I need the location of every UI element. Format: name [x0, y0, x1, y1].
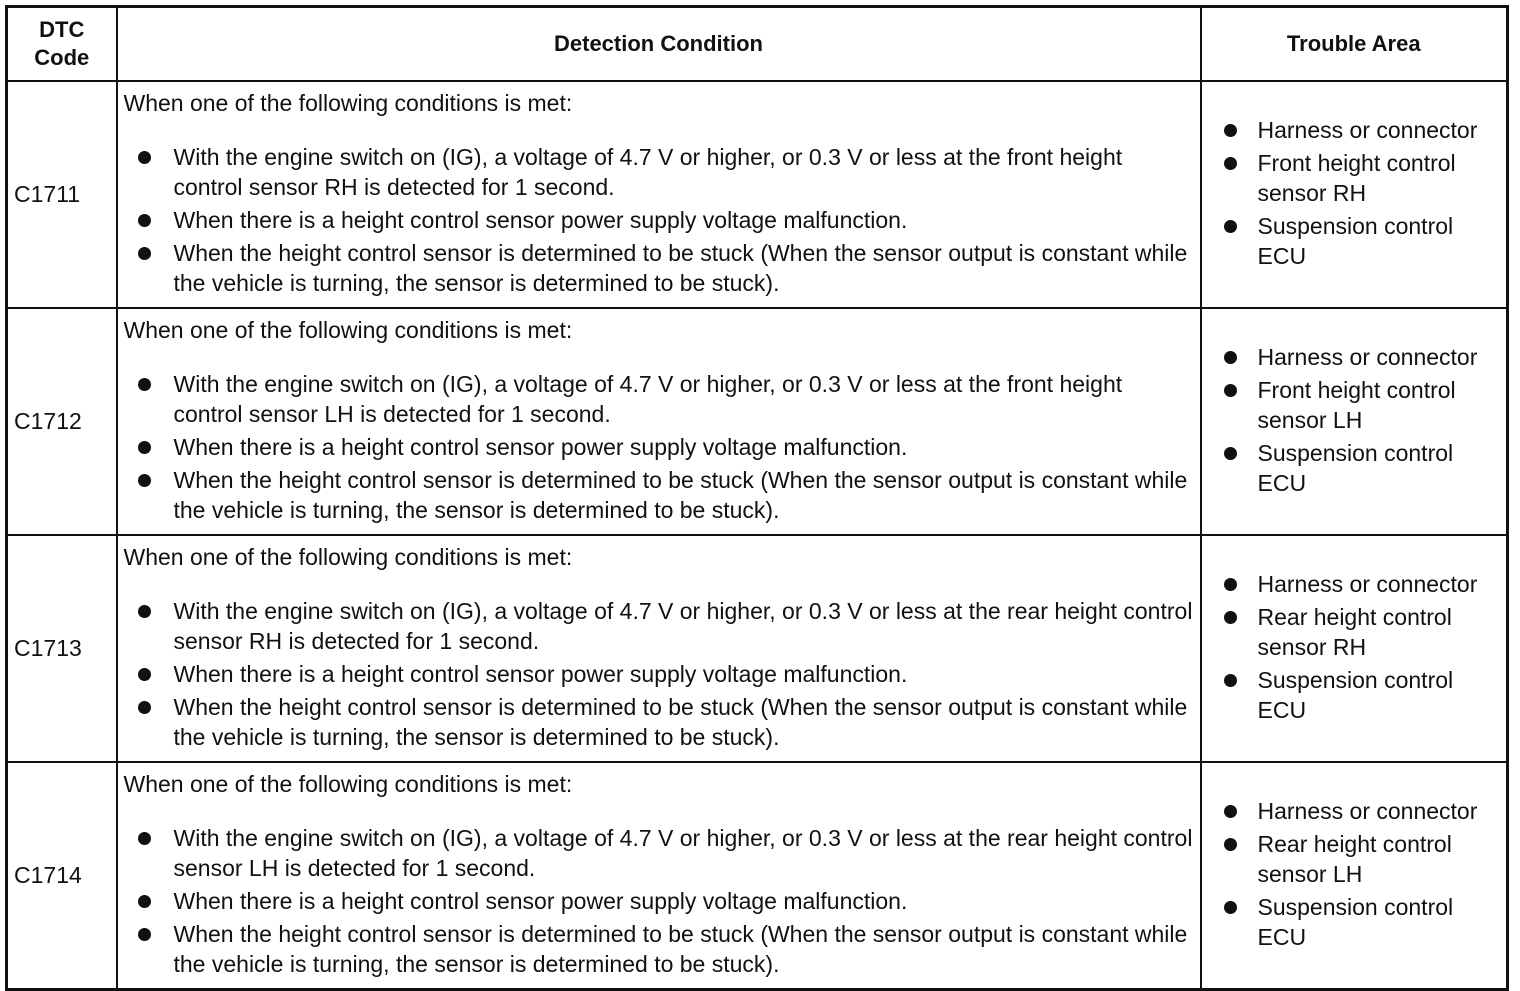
- condition-item: [138, 919, 1194, 979]
- condition-item: [138, 142, 1194, 202]
- condition-text: When the height control sensor is determined to be stuck (When the sensor output is constant while the vehicle is turning, the sensor is determined to be stuck).: [173, 921, 1188, 977]
- dtc-table: [5, 5, 1509, 991]
- condition-item: [138, 238, 1194, 298]
- area-item: [1224, 602, 1501, 662]
- area-item: [1224, 115, 1501, 145]
- condition-item: [138, 823, 1194, 883]
- dtc-code: C1714: [7, 762, 117, 990]
- bullet-icon: [1224, 578, 1237, 591]
- bullet-icon: [1224, 674, 1237, 687]
- bullet-icon: [1224, 901, 1237, 914]
- condition-text: With the engine switch on (IG), a voltage of 4.7 V or higher, or 0.3 V or less at the front height control sensor LH is detected for 1 second.: [173, 371, 1123, 427]
- condition-item: [138, 659, 1194, 689]
- header-trouble-area: Trouble Area: [1201, 7, 1508, 82]
- detection-condition: [117, 81, 1201, 308]
- trouble-area: [1201, 81, 1508, 308]
- area-item: [1224, 148, 1501, 208]
- area-list: [1224, 115, 1501, 271]
- trouble-area: [1201, 762, 1508, 990]
- area-item: [1224, 438, 1501, 498]
- area-item: [1224, 892, 1501, 952]
- table-row: [7, 762, 1508, 990]
- area-text: Harness or connector: [1257, 344, 1478, 370]
- area-text: Front height control sensor RH: [1257, 150, 1456, 206]
- area-text: Rear height control sensor LH: [1257, 831, 1452, 887]
- bullet-icon: [138, 378, 151, 391]
- bullet-icon: [138, 895, 151, 908]
- area-item: [1224, 569, 1501, 599]
- bullet-icon: [1224, 611, 1237, 624]
- area-item: [1224, 796, 1501, 826]
- condition-intro: When one of the following conditions is met:: [123, 317, 573, 343]
- condition-intro: When one of the following conditions is met:: [123, 90, 573, 116]
- bullet-icon: [1224, 838, 1237, 851]
- area-text: Harness or connector: [1257, 798, 1478, 824]
- bullet-icon: [138, 832, 151, 845]
- table-header-row: [7, 7, 1508, 82]
- condition-item: [138, 596, 1194, 656]
- table-row: [7, 535, 1508, 762]
- condition-text: When the height control sensor is determined to be stuck (When the sensor output is constant while the vehicle is turning, the sensor is determined to be stuck).: [173, 467, 1188, 523]
- area-text: Harness or connector: [1257, 571, 1478, 597]
- dtc-code: C1712: [7, 308, 117, 535]
- area-item: [1224, 829, 1501, 889]
- area-text: Harness or connector: [1257, 117, 1478, 143]
- trouble-area: [1201, 308, 1508, 535]
- area-text: Suspension control ECU: [1257, 440, 1454, 496]
- condition-intro: When one of the following conditions is met:: [123, 771, 573, 797]
- area-list: [1224, 569, 1501, 725]
- area-item: [1224, 375, 1501, 435]
- bullet-icon: [138, 214, 151, 227]
- condition-list: [124, 142, 1194, 298]
- area-text: Suspension control ECU: [1257, 667, 1454, 723]
- area-text: Front height control sensor LH: [1257, 377, 1456, 433]
- table-row: [7, 308, 1508, 535]
- condition-item: [138, 886, 1194, 916]
- area-list: [1224, 796, 1501, 952]
- condition-text: With the engine switch on (IG), a voltage of 4.7 V or higher, or 0.3 V or less at the front height control sensor RH is detected for 1 second.: [173, 144, 1123, 200]
- condition-item: [138, 465, 1194, 525]
- header-detection-condition: Detection Condition: [117, 7, 1201, 82]
- area-item: [1224, 342, 1501, 372]
- detection-condition: [117, 762, 1201, 990]
- header-dtc-code: DTC Code: [7, 7, 117, 82]
- bullet-icon: [138, 151, 151, 164]
- condition-text: With the engine switch on (IG), a voltage of 4.7 V or higher, or 0.3 V or less at the rear height control sensor RH is detected for 1 second.: [173, 598, 1193, 654]
- condition-list: [124, 596, 1194, 752]
- condition-list: [124, 823, 1194, 979]
- bullet-icon: [138, 668, 151, 681]
- trouble-area: [1201, 535, 1508, 762]
- bullet-icon: [138, 928, 151, 941]
- condition-list: [124, 369, 1194, 525]
- condition-item: [138, 369, 1194, 429]
- condition-text: When the height control sensor is determined to be stuck (When the sensor output is constant while the vehicle is turning, the sensor is determined to be stuck).: [173, 694, 1188, 750]
- area-item: [1224, 665, 1501, 725]
- condition-text: With the engine switch on (IG), a voltage of 4.7 V or higher, or 0.3 V or less at the rear height control sensor LH is detected for 1 second.: [173, 825, 1193, 881]
- bullet-icon: [1224, 124, 1237, 137]
- condition-item: [138, 692, 1194, 752]
- bullet-icon: [138, 247, 151, 260]
- area-item: [1224, 211, 1501, 271]
- dtc-code: C1711: [7, 81, 117, 308]
- dtc-code: C1713: [7, 535, 117, 762]
- condition-text: When there is a height control sensor power supply voltage malfunction.: [173, 207, 908, 233]
- bullet-icon: [138, 605, 151, 618]
- condition-text: When there is a height control sensor power supply voltage malfunction.: [173, 661, 908, 687]
- bullet-icon: [1224, 805, 1237, 818]
- bullet-icon: [138, 474, 151, 487]
- bullet-icon: [1224, 447, 1237, 460]
- area-text: Suspension control ECU: [1257, 894, 1454, 950]
- detection-condition: [117, 535, 1201, 762]
- bullet-icon: [138, 441, 151, 454]
- bullet-icon: [1224, 384, 1237, 397]
- condition-text: When there is a height control sensor power supply voltage malfunction.: [173, 888, 908, 914]
- area-text: Rear height control sensor RH: [1257, 604, 1452, 660]
- condition-item: [138, 205, 1194, 235]
- bullet-icon: [1224, 351, 1237, 364]
- bullet-icon: [138, 701, 151, 714]
- bullet-icon: [1224, 157, 1237, 170]
- condition-text: When the height control sensor is determined to be stuck (When the sensor output is constant while the vehicle is turning, the sensor is determined to be stuck).: [173, 240, 1188, 296]
- detection-condition: [117, 308, 1201, 535]
- condition-item: [138, 432, 1194, 462]
- area-text: Suspension control ECU: [1257, 213, 1454, 269]
- area-list: [1224, 342, 1501, 498]
- condition-intro: When one of the following conditions is met:: [123, 544, 573, 570]
- table-row: [7, 81, 1508, 308]
- bullet-icon: [1224, 220, 1237, 233]
- condition-text: When there is a height control sensor power supply voltage malfunction.: [173, 434, 908, 460]
